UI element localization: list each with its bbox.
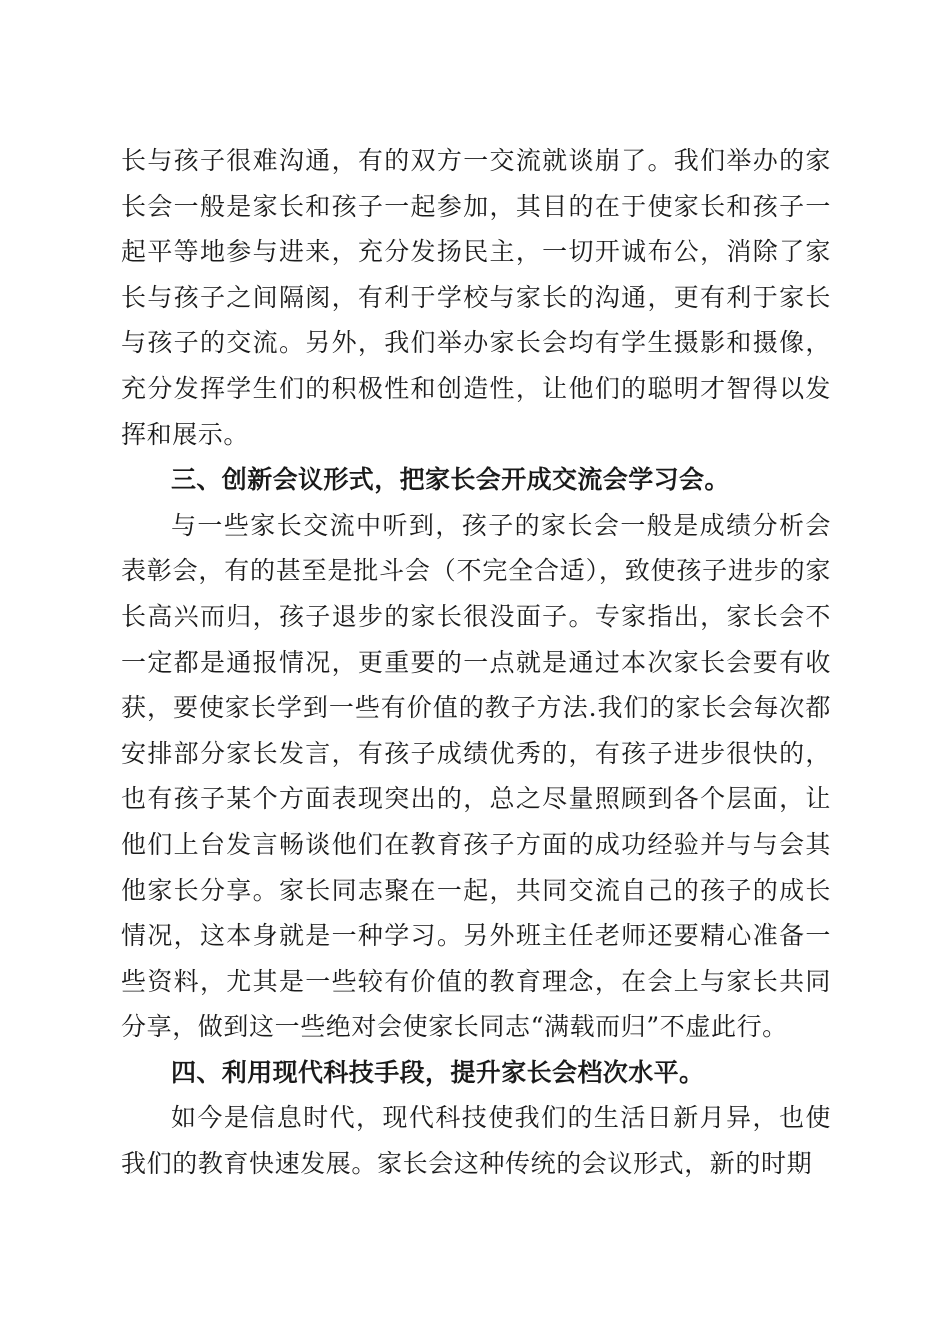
document-body bbox=[121, 138, 831, 1187]
paragraph-section-three: 与一些家长交流中听到，孩子的家长会一般是成绩分析会表彰会，有的甚至是批斗会（不完全合适），致使孩子进步的家长高兴而归，孩子退步的家长很没面子。专家指出，家长会不一定都是通报情况，更重要的一点就是通过本次家长会要有收获，要使家长学到一些有价值的教子方法.我们的家长会每次都安排部分家长发言，有孩子成绩优秀的，有孩子进步很快的，也有孩子某个方面表现突出的，总之尽量照顾到各个层面，让他们上台发言畅谈他们在教育孩子方面的成功经验并与与会其他家长分享。家长同志聚在一起，共同交流自己的孩子的成长情况，这本身就是一种学习。另外班主任老师还要精心准备一些资料，尤其是一些较有价值的教育理念，在会上与家长共同分享，做到这一些绝对会使家长同志“满载而归”不虚此行。 bbox=[121, 510, 831, 1042]
paragraph-continuation: 长与孩子很难沟通，有的双方一交流就谈崩了。我们举办的家长会一般是家长和孩子一起参加，其目的在于使家长和孩子一起平等地参与进来，充分发扬民主，一切开诚布公，消除了家长与孩子之间隔阂，有利于学校与家长的沟通，更有利于家长与孩子的交流。另外，我们举办家长会均有学生摄影和摄像，充分发挥学生们的积极性和创造性，让他们的聪明才智得以发挥和展示。 bbox=[121, 146, 831, 449]
section-heading-three: 三、创新会议形式，把家长会开成交流会学习会。 bbox=[171, 465, 730, 495]
section-heading-four: 四、利用现代科技手段，提升家长会档次水平。 bbox=[171, 1057, 705, 1087]
paragraph-section-four: 如今是信息时代，现代科技使我们的生活日新月异，也使我们的教育快速发展。家长会这种传统的会议形式，新的时期 bbox=[121, 1103, 831, 1179]
